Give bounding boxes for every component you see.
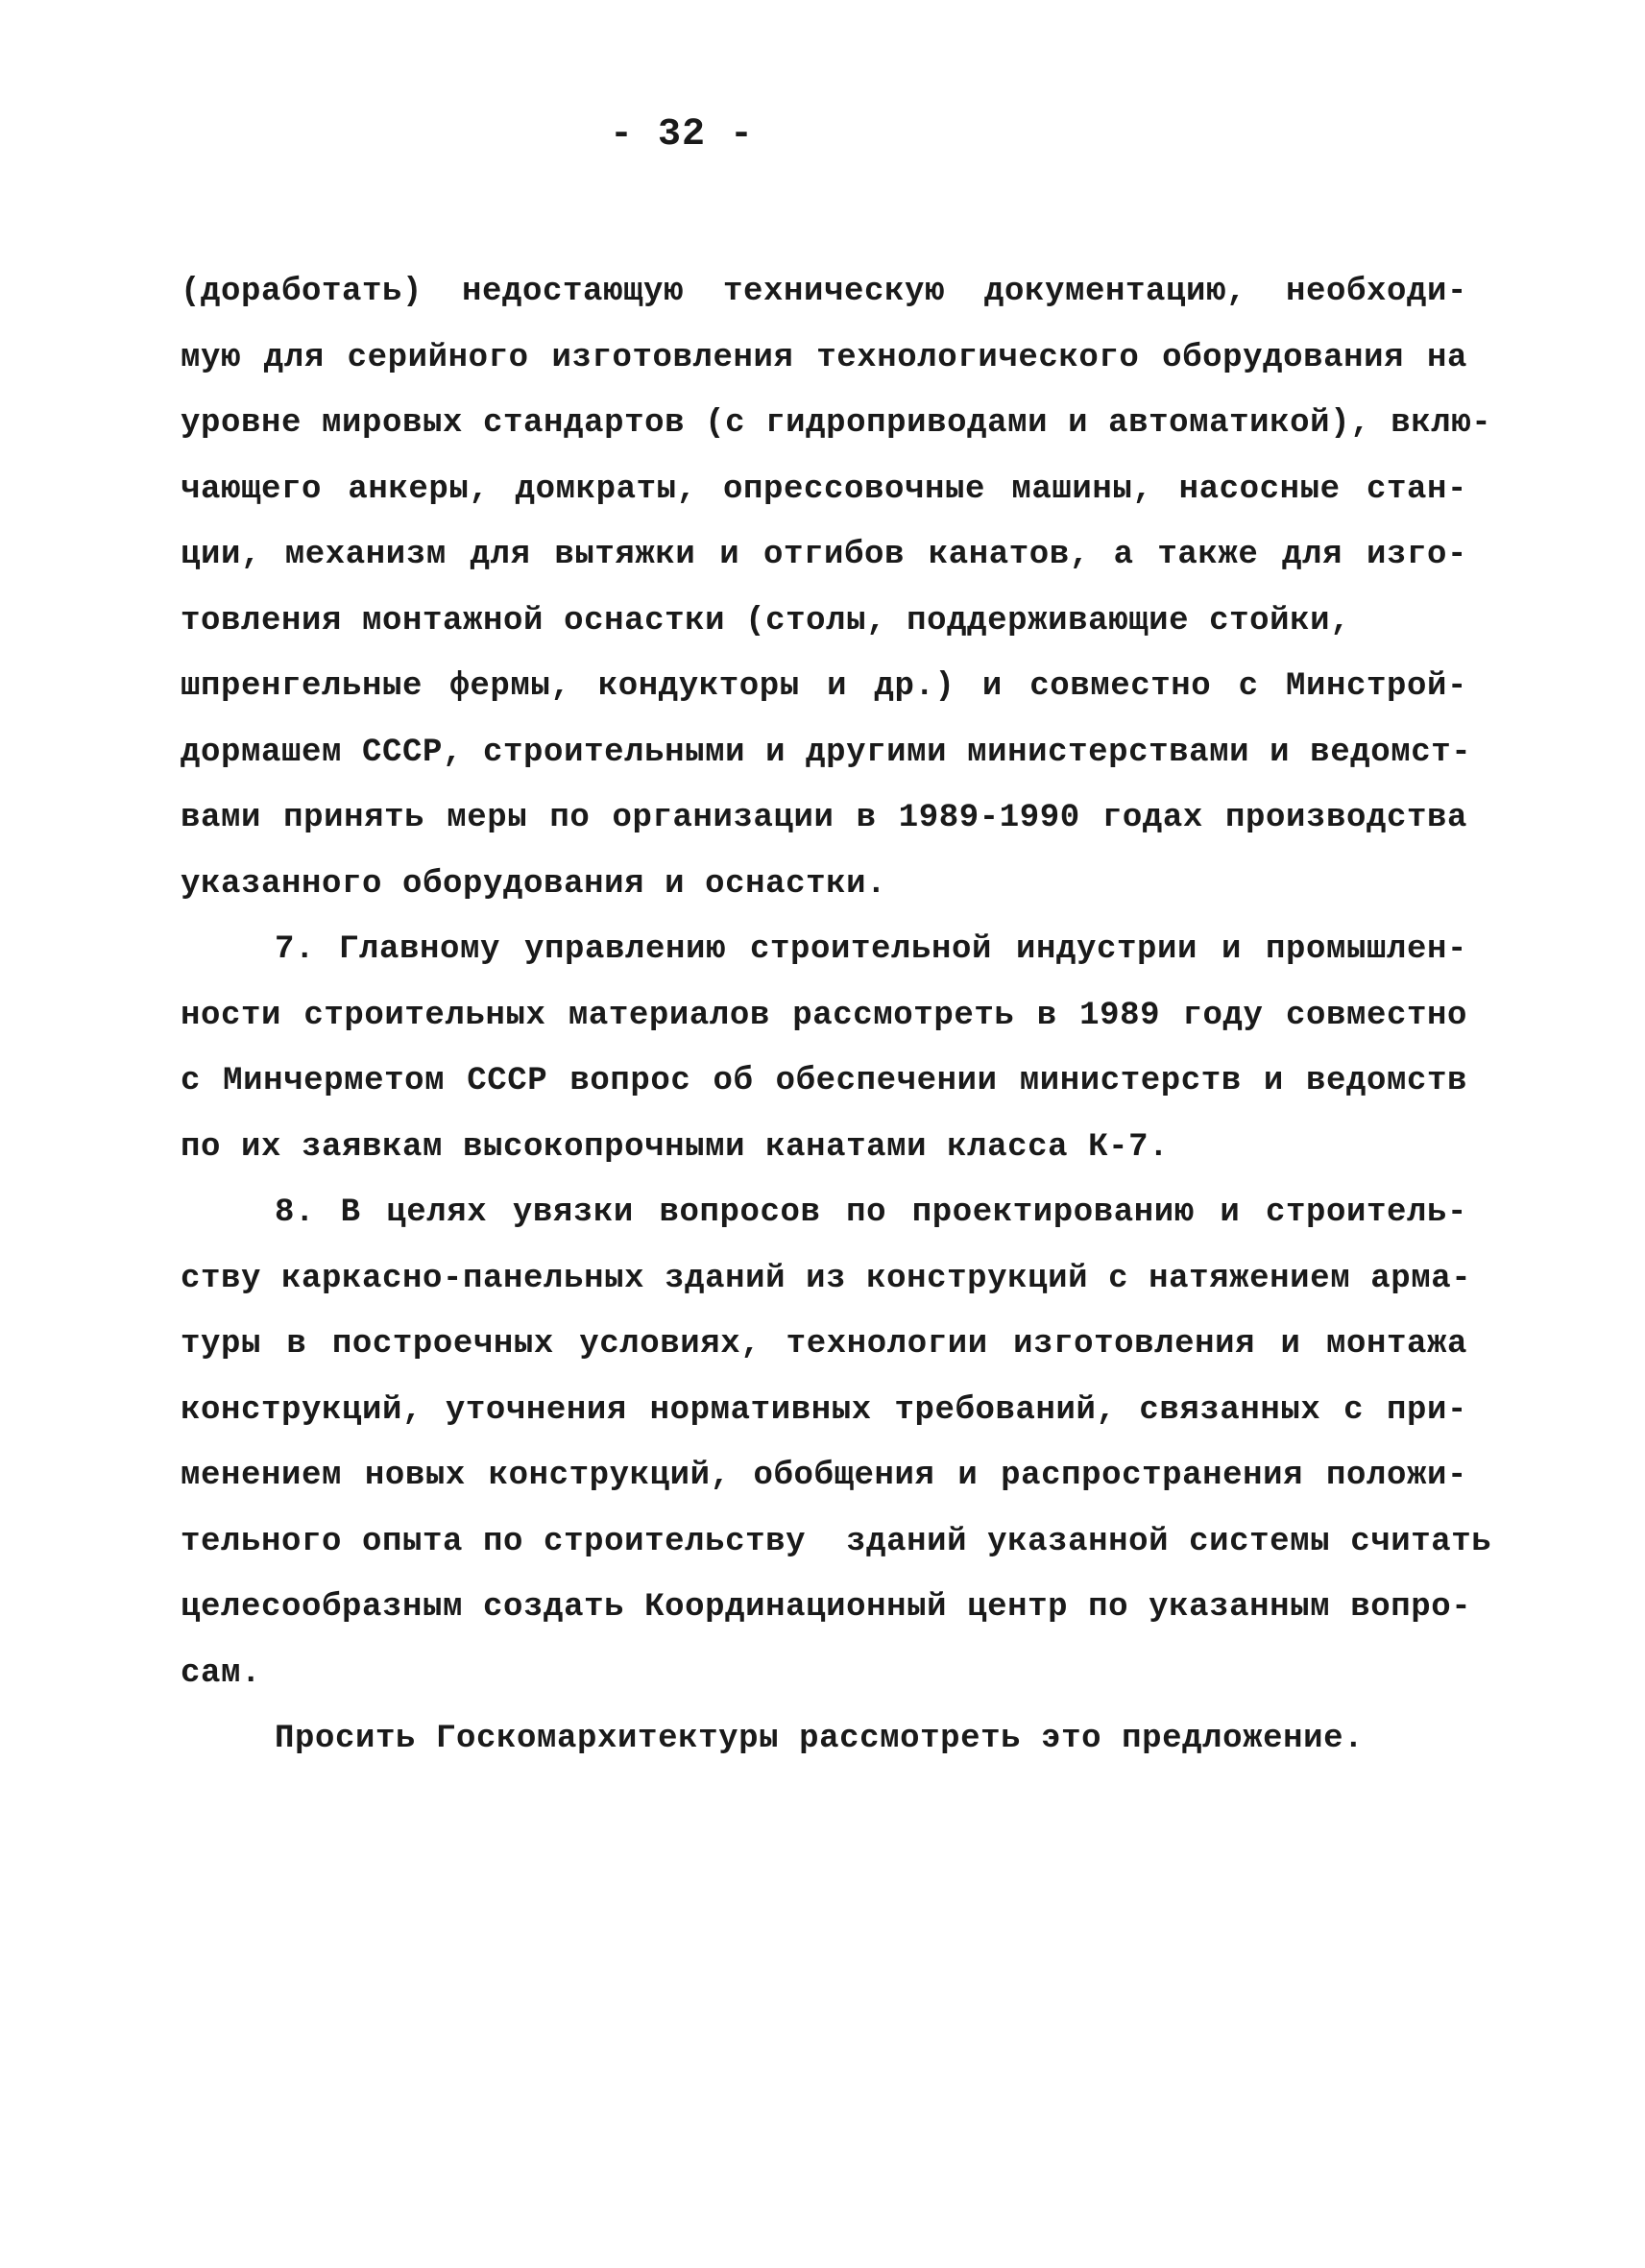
body-text — [181, 259, 1492, 1773]
text-line: дормашем СССР, строительными и другими министерствами и ведомст- — [181, 734, 1472, 771]
text-line: ности строительных материалов рассмотреть в 1989 году совместно — [181, 997, 1467, 1034]
text-line: туры в построечных условиях, технологии изготовления и монтажа — [181, 1326, 1467, 1363]
text-line: ции, механизм для вытяжки и отгибов канатов, а также для изго- — [181, 537, 1467, 573]
text-line: указанного оборудования и оснастки. — [181, 865, 887, 903]
text-line: конструкций, уточнения нормативных требований, связанных с при- — [181, 1391, 1467, 1429]
text-line: (доработать) недостающую техническую документацию, необходи- — [181, 274, 1467, 310]
text-line: вами принять меры по организации в 1989-1990 годах производства — [181, 800, 1467, 836]
text-line: с Минчерметом СССР вопрос об обеспечении министерств и ведомств — [181, 1063, 1467, 1099]
closing-request: Просить Госкомархитектуры рассмотреть это предложение. — [275, 1721, 1365, 1757]
paragraph-7-start: 7. Главному управлению строительной индустрии и промышлен- — [275, 931, 1467, 968]
text-line: ству каркасно-панельных зданий из конструкций с натяжением арма- — [181, 1260, 1472, 1297]
page-number: - 32 - — [609, 113, 755, 157]
text-line: по их заявкам высокопрочными канатами класса К-7. — [181, 1128, 1170, 1166]
text-line: уровне мировых стандартов (с гидроприводами и автоматикой), вклю- — [181, 405, 1492, 442]
text-line: целесообразным создать Координационный центр по указанным вопро- — [181, 1589, 1472, 1626]
text-line: товления монтажной оснастки (столы, поддерживающие стойки, — [181, 602, 1351, 639]
text-line: чающего анкеры, домкраты, опрессовочные машины, насосные стан- — [181, 470, 1467, 508]
text-line: менением новых конструкций, обобщения и распространения положи- — [181, 1458, 1467, 1494]
text-line: тельного опыта по строительству зданий указанной системы считать — [181, 1523, 1492, 1560]
text-line: мую для серийного изготовления технологического оборудования на — [181, 339, 1467, 376]
text-line: сам. — [181, 1654, 262, 1692]
paragraph-8-start: 8. В целях увязки вопросов по проектированию и строитель- — [275, 1194, 1467, 1231]
text-line: шпренгельные фермы, кондукторы и др.) и совместно с Минстрой- — [181, 668, 1467, 705]
